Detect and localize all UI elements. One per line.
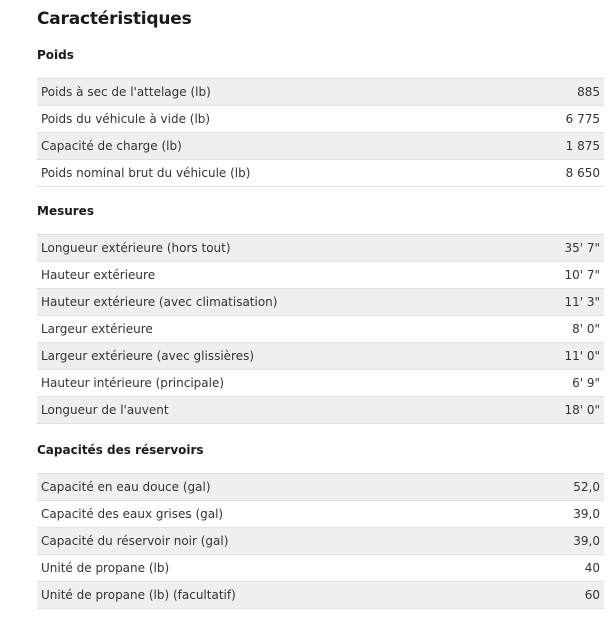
row-value: 60 [584, 588, 600, 602]
table-row [37, 555, 604, 582]
table-row [37, 528, 604, 555]
row-label: Largeur extérieure [41, 322, 153, 336]
row-value: 6 775 [565, 112, 600, 126]
table-row [37, 316, 604, 343]
row-value: 18' 0" [564, 403, 600, 417]
row-label: Capacité du réservoir noir (gal) [41, 534, 229, 548]
row-label: Unité de propane (lb) (facultatif) [41, 588, 236, 602]
row-label: Capacité de charge (lb) [41, 139, 182, 153]
row-value: 39,0 [573, 507, 600, 521]
row-value: 6' 9" [572, 376, 600, 390]
row-label: Unité de propane (lb) [41, 561, 170, 575]
row-label: Capacité des eaux grises (gal) [41, 507, 224, 521]
table-row [37, 106, 604, 133]
row-value: 885 [577, 85, 600, 99]
row-label: Poids nominal brut du véhicule (lb) [41, 166, 251, 180]
row-value: 40 [584, 561, 600, 575]
table-row [37, 474, 604, 501]
row-label: Poids du véhicule à vide (lb) [41, 112, 211, 126]
row-label: Largeur extérieure (avec glissières) [41, 349, 255, 363]
table-row [37, 235, 604, 262]
row-label: Poids à sec de l'attelage (lb) [41, 85, 211, 99]
section-title-mesures: Mesures [37, 204, 94, 218]
row-value: 10' 7" [564, 268, 600, 282]
table-row [37, 370, 604, 397]
table-row [37, 133, 604, 160]
table-row [37, 289, 604, 316]
row-value: 52,0 [573, 480, 600, 494]
row-value: 1 875 [565, 139, 600, 153]
table-row [37, 397, 604, 424]
row-value: 8 650 [565, 166, 600, 180]
section-title-poids: Poids [37, 48, 74, 62]
table-row [37, 262, 604, 289]
row-label: Hauteur intérieure (principale) [41, 376, 225, 390]
row-value: 8' 0" [572, 322, 600, 336]
row-value: 39,0 [573, 534, 600, 548]
row-value: 11' 0" [564, 349, 600, 363]
table-row [37, 160, 604, 187]
row-label: Longueur extérieure (hors tout) [41, 241, 231, 255]
table-row [37, 79, 604, 106]
table-mesures [37, 234, 604, 424]
table-row [37, 582, 604, 609]
table-row [37, 501, 604, 528]
row-label: Hauteur extérieure [41, 268, 156, 282]
row-label: Capacité en eau douce (gal) [41, 480, 211, 494]
row-label: Hauteur extérieure (avec climatisation) [41, 295, 278, 309]
row-value: 35' 7" [564, 241, 600, 255]
row-label: Longueur de l'auvent [41, 403, 169, 417]
section-title-reservoirs: Capacités des réservoirs [37, 443, 204, 457]
row-value: 11' 3" [564, 295, 600, 309]
table-reservoirs [37, 473, 604, 609]
table-row [37, 343, 604, 370]
page-title: Caractéristiques [37, 9, 192, 29]
table-poids [37, 78, 604, 187]
